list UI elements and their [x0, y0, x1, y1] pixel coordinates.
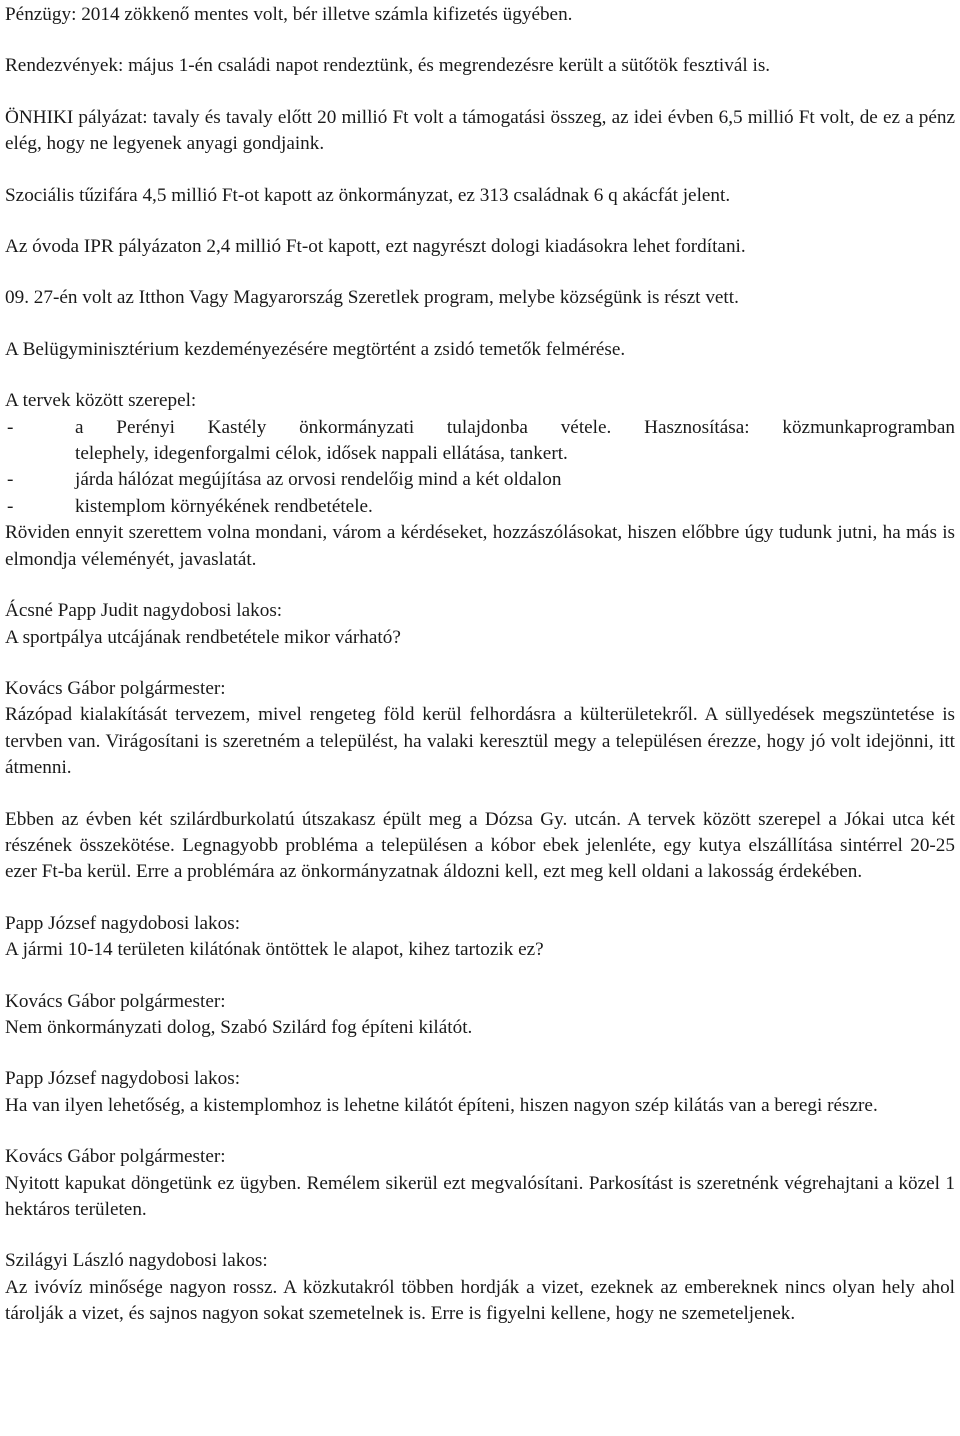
paragraph-firewood: Szociális tűzifára 4,5 millió Ft-ot kapott az önkormányzat, ez 313 családnak 6 q akácfát jelent. — [5, 184, 731, 206]
speech-text: A sportpálya utcájának rendbetétele mikor várható? — [5, 626, 401, 648]
dialogue-block — [5, 1066, 955, 1119]
paragraph-kindergarten: Az óvoda IPR pályázaton 2,4 millió Ft-ot kapott, ezt nagyrészt dologi kiadásokra lehet fordítani. — [5, 236, 746, 258]
list-dash: - — [7, 495, 14, 517]
paragraph-cemetery-survey: A Belügyminisztérium kezdeményezésére megtörtént a zsidó temetők felmérése. — [5, 338, 626, 360]
speech-text: Nyitott kapukat döngetünk ez ügyben. Remélem sikerül ezt megvalósítani. Parkosítást is szeretnénk végrehajtani a közel 1 hektáros területen. — [5, 1172, 955, 1220]
list-dash: - — [7, 469, 14, 491]
speaker-name: Kovács Gábor polgármester: — [5, 990, 226, 1012]
dialogue-block — [5, 598, 955, 651]
dialogue-block — [5, 676, 955, 886]
closing-paragraph: Röviden ennyit szerettem volna mondani, várom a kérdéseket, hozzászólásokat, hiszen előbbre úgy tudunk jutni, ha más is elmondja véleményét, javaslatát. — [5, 522, 955, 570]
paragraph-onhiki: ÖNHIKI pályázat: tavaly és tavaly előtt 20 millió Ft volt a támogatási összeg, az idei évben 6,5 millió Ft volt, de ez a pénz elég, hogy ne legyenek anyagi gondjaink. — [5, 106, 955, 155]
speech-text: Ha van ilyen lehetőség, a kistemplomhoz is lehetne kilátót építeni, hiszen nagyon szép kilátás van a beregi részre. — [5, 1094, 878, 1116]
speech-text: Rázópad kialakítását tervezem, mivel rengeteg föld kerül felhordásra a külterületekről. A süllyedések megszüntetése is tervben van. Virágosítani is szeretném a települést, ha valaki keresztül megy a településen érezze, hogy jó volt idejönni, itt átmenni. — [5, 704, 955, 779]
paragraph-program: 09. 27-én volt az Itthon Vagy Magyarország Szeretlek program, melybe községünk is részt vett. — [5, 287, 739, 309]
dialogue-block — [5, 1248, 955, 1327]
speaker-name: Papp József nagydobosi lakos: — [5, 912, 241, 934]
plans-list — [5, 415, 955, 521]
speech-text: A jármi 10-14 területen kilátónak öntöttek le alapot, kihez tartozik ez? — [5, 939, 544, 961]
speaker-name: Kovács Gábor polgármester: — [5, 677, 226, 699]
list-item — [5, 467, 955, 493]
paragraph-events: Rendezvények: május 1-én családi napot rendeztünk, és megrendezésre került a sütőtök fesztivál is. — [5, 55, 771, 77]
plans-intro: A tervek között szerepel: — [5, 390, 197, 412]
speech-text: Az ivóvíz minősége nagyon rossz. A közkutakról többen hordják a vizet, ezeknek az embereknek nincs olyan hely ahol tárolják a vizet, és sajnos nagyon sokat szemetelnek is. Erre is figyelni kellene, hogy ne szemeteljenek. — [5, 1276, 955, 1325]
dialogue-block — [5, 989, 955, 1042]
list-dash: - — [7, 416, 14, 438]
speech-text: Ebben az évben két szilárdburkolatú útszakasz épült meg a Dózsa Gy. utcán. A tervek között szerepel a Jókai utca két részének összekötése. Legnagyobb probléma a településen a kóbor ebek jelenléte, egy kutya elszállítása sintérrel 20-25 ezer Ft-ba kerül. Erre a problémára az önkormányzatnak áldozni kell, ezt meg kell oldani a lakosság érdekében. — [5, 808, 955, 883]
list-item-text: a Perényi Kastély önkormányzati tulajdonba vétele. Hasznosítása: közmunkaprogramban — [75, 416, 955, 438]
paragraph-finance: Pénzügy: 2014 zökkenő mentes volt, bér illetve számla kifizetés ügyében. — [5, 4, 573, 25]
speech-text: Nem önkormányzati dolog, Szabó Szilárd fog építeni kilátót. — [5, 1016, 473, 1038]
list-item-text: kistemplom környékének rendbetétele. — [75, 495, 373, 517]
document-page — [5, 0, 955, 1328]
list-item — [5, 415, 955, 468]
list-item-text: járda hálózat megújítása az orvosi rendelőig mind a két oldalon — [75, 469, 562, 491]
list-item-text: telephely, idegenforgalmi célok, idősek nappali ellátása, tankert. — [75, 443, 568, 465]
speaker-name: Ácsné Papp Judit nagydobosi lakos: — [5, 600, 283, 622]
speaker-name: Szilágyi László nagydobosi lakos: — [5, 1250, 268, 1272]
speaker-name: Papp József nagydobosi lakos: — [5, 1068, 241, 1090]
list-item — [5, 494, 955, 520]
dialogue-block — [5, 911, 955, 964]
dialogue-block — [5, 1144, 955, 1223]
speaker-name: Kovács Gábor polgármester: — [5, 1146, 226, 1168]
